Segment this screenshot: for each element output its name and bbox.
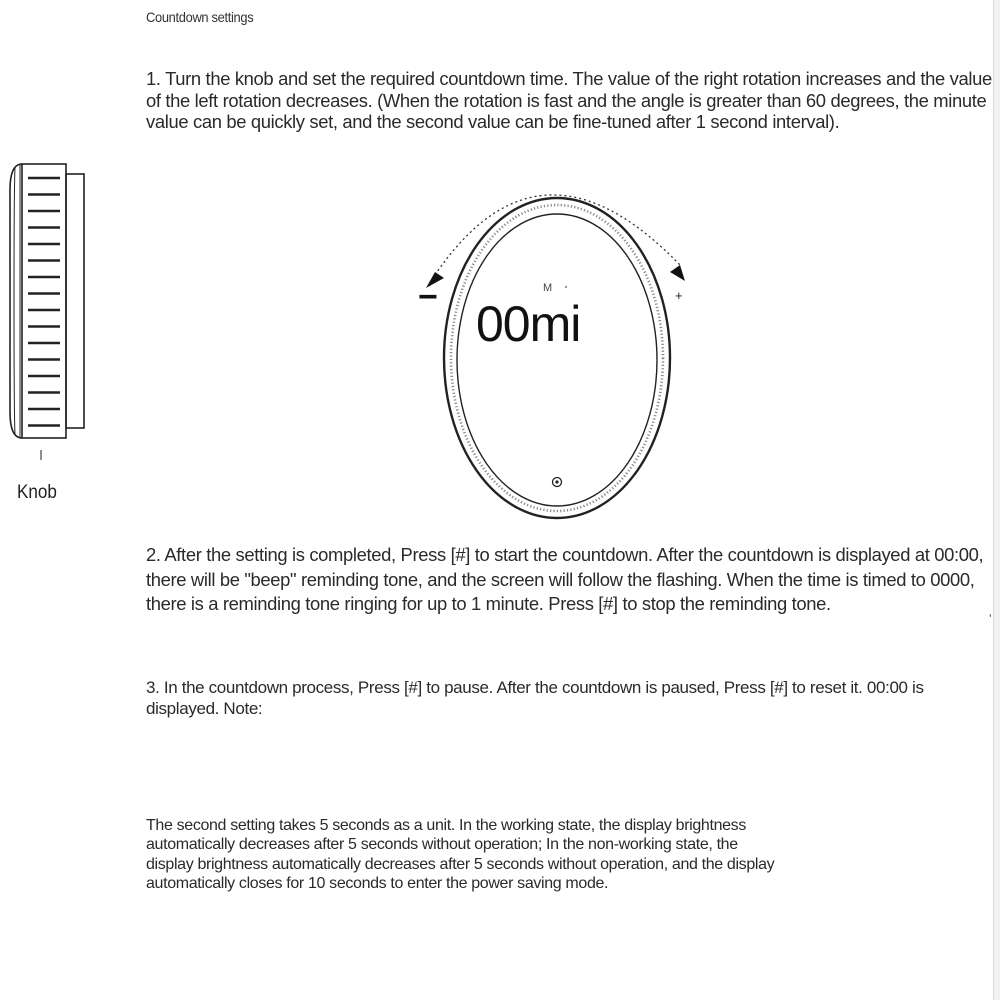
knob-grip-lines: [28, 178, 60, 426]
increase-symbol: +: [675, 288, 683, 303]
dial-indicator-dot: [555, 480, 558, 483]
decrease-symbol: −: [418, 278, 438, 316]
step-1-text: 1. Turn the knob and set the required countdown time. The value of the right rotation increases and the value of the left rotation decreases. (When the rotation is fast and the angle is greater than 60 degrees, the minute value can be quickly set, and the second value can be fine-tuned after 1 second interval).: [146, 68, 992, 132]
page-edge: [993, 0, 1000, 1000]
dial-mode-indicator: M: [543, 282, 553, 294]
section-heading: Countdown settings: [146, 9, 254, 25]
step-3-text: 3. In the countdown process, Press [#] to pause. After the countdown is paused, Press [#] to reset it. 00:00 is displayed. Note:: [146, 678, 924, 718]
stray-mark: ʼ: [989, 612, 992, 626]
rotation-arc: [435, 195, 680, 275]
dial-speck: [565, 286, 567, 288]
dial-outer-ring: [444, 198, 670, 518]
dial-knurl: [451, 205, 663, 511]
knob-body: [10, 164, 84, 438]
step-2-text: 2. After the setting is completed, Press [#] to start the countdown. After the countdown is displayed at 00:00, there will be "beep" reminding tone, and the screen will follow the flashing. When the time is timed to 0000, there is a reminding tone ringing for up to 1 minute. Press [#] to stop the reminding tone.: [146, 544, 984, 614]
knob-illustration: [0, 150, 100, 460]
knob-label: Knob: [17, 482, 57, 503]
dial-display-digits: 00mi: [476, 296, 581, 352]
dial-inner-ring: [457, 214, 657, 506]
arrow-right-head: [670, 265, 685, 281]
note-text: The second setting takes 5 seconds as a unit. In the working state, the display brightness automatically decreases after 5 seconds without operation; In the non-working state, the display brightness automatically decreases after 5 seconds without operation, and the display automatically closes for 10 seconds to enter the power saving mode.: [146, 817, 775, 892]
